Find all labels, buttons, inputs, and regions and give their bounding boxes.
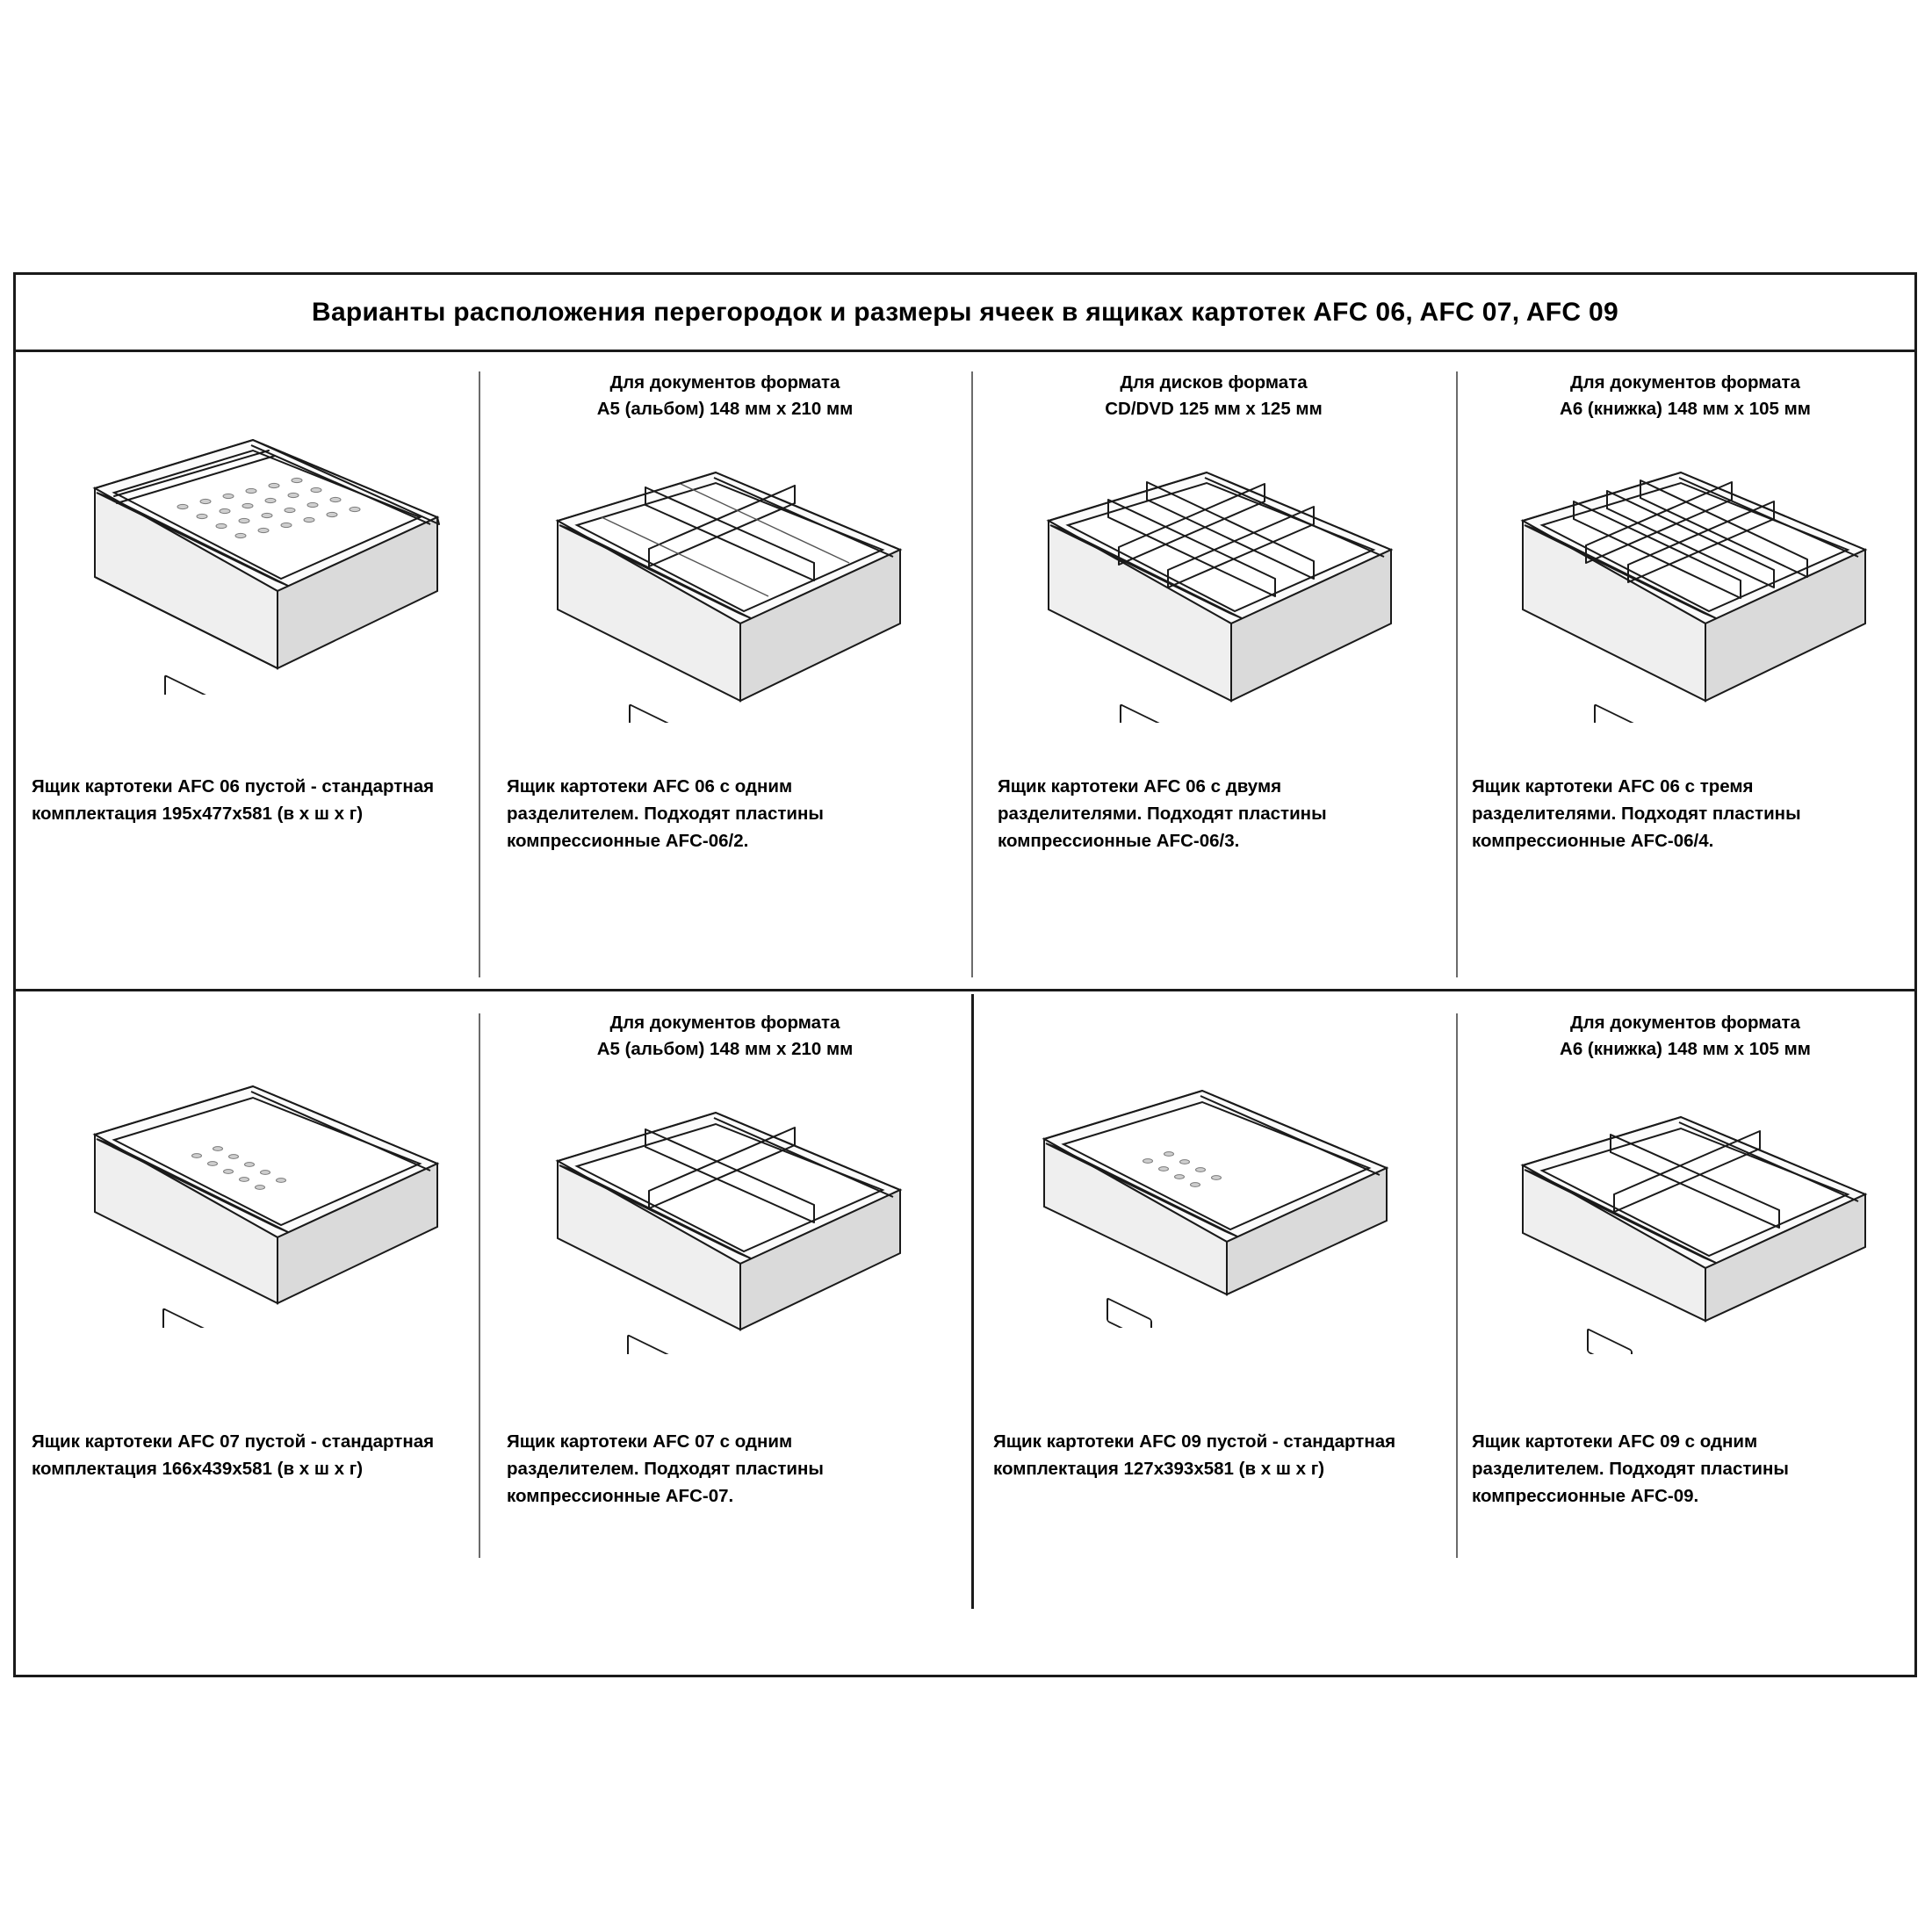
drawer-illustration-afc06-3div <box>1470 433 1909 723</box>
page-title: Варианты расположения перегородок и размеры ячеек в ящиках картотек AFC 06, AFC 07, AFC 09 <box>311 297 1619 327</box>
drawer-illustration-afc07-empty <box>33 1047 461 1328</box>
row-afc07-afc09 <box>16 994 1914 1677</box>
header-afc07-1div: Для документов формата А5 (альбом) 148 мм х 210 мм <box>596 1013 854 1059</box>
cell-afc06-2div <box>971 352 1456 989</box>
header-afc06-1div: Для документов формата А5 (альбом) 148 мм х 210 мм <box>596 372 854 419</box>
cell-afc09-1div <box>1456 994 1914 1677</box>
caption-afc06-empty: Ящик картотеки AFC 06 пустой - стандартная комплектация 195х477х581 (в х ш х г) <box>32 776 435 824</box>
header-afc09-1div: Для документов формата А6 (книжка) 148 мм х 105 мм <box>1560 1013 1811 1059</box>
drawer-illustration-afc09-empty <box>991 1047 1431 1328</box>
cell-afc07-1div <box>479 994 971 1677</box>
drawer-illustration-afc06-empty <box>33 405 461 695</box>
header-afc06-3div: Для документов формата А6 (книжка) 148 мм х 105 мм <box>1560 372 1811 419</box>
cell-afc06-1div <box>479 352 971 989</box>
diagram-sheet <box>13 272 1917 1677</box>
drawer-illustration-afc06-1div <box>505 433 944 723</box>
cell-afc06-3div <box>1456 352 1914 989</box>
drawer-illustration-afc07-1div <box>505 1073 944 1354</box>
caption-afc06-1div: Ящик картотеки AFC 06 с одним разделителем. Подходят пластины компрессионные AFC-06/2. <box>507 776 824 851</box>
caption-afc06-3div: Ящик картотеки AFC 06 с тремя разделителями. Подходят пластины компрессионные AFC-06/4. <box>1472 776 1801 851</box>
caption-afc07-1div: Ящик картотеки AFC 07 с одним разделителем. Подходят пластины компрессионные AFC-07. <box>507 1431 824 1506</box>
cell-afc07-empty <box>16 994 479 1677</box>
cell-afc09-empty <box>974 994 1456 1677</box>
caption-afc07-empty: Ящик картотеки AFC 07 пустой - стандартная комплектация 166х439х581 (в х ш х г) <box>32 1431 435 1479</box>
row-afc06 <box>16 352 1914 991</box>
cell-afc06-empty <box>16 352 479 989</box>
drawer-illustration-afc09-1div <box>1470 1073 1909 1354</box>
diagram-title-bar <box>16 275 1914 352</box>
caption-afc06-2div: Ящик картотеки AFC 06 с двумя разделителями. Подходят пластины компрессионные AFC-06/3. <box>998 776 1327 851</box>
header-afc06-2div: Для дисков формата CD/DVD 125 мм х 125 мм <box>1105 372 1323 419</box>
drawer-illustration-afc06-2div <box>996 433 1435 723</box>
caption-afc09-empty: Ящик картотеки AFC 09 пустой - стандартная комплектация 127х393х581 (в х ш х г) <box>993 1431 1396 1479</box>
caption-afc09-1div: Ящик картотеки AFC 09 с одним разделителем. Подходят пластины компрессионные AFC-09. <box>1472 1431 1789 1506</box>
